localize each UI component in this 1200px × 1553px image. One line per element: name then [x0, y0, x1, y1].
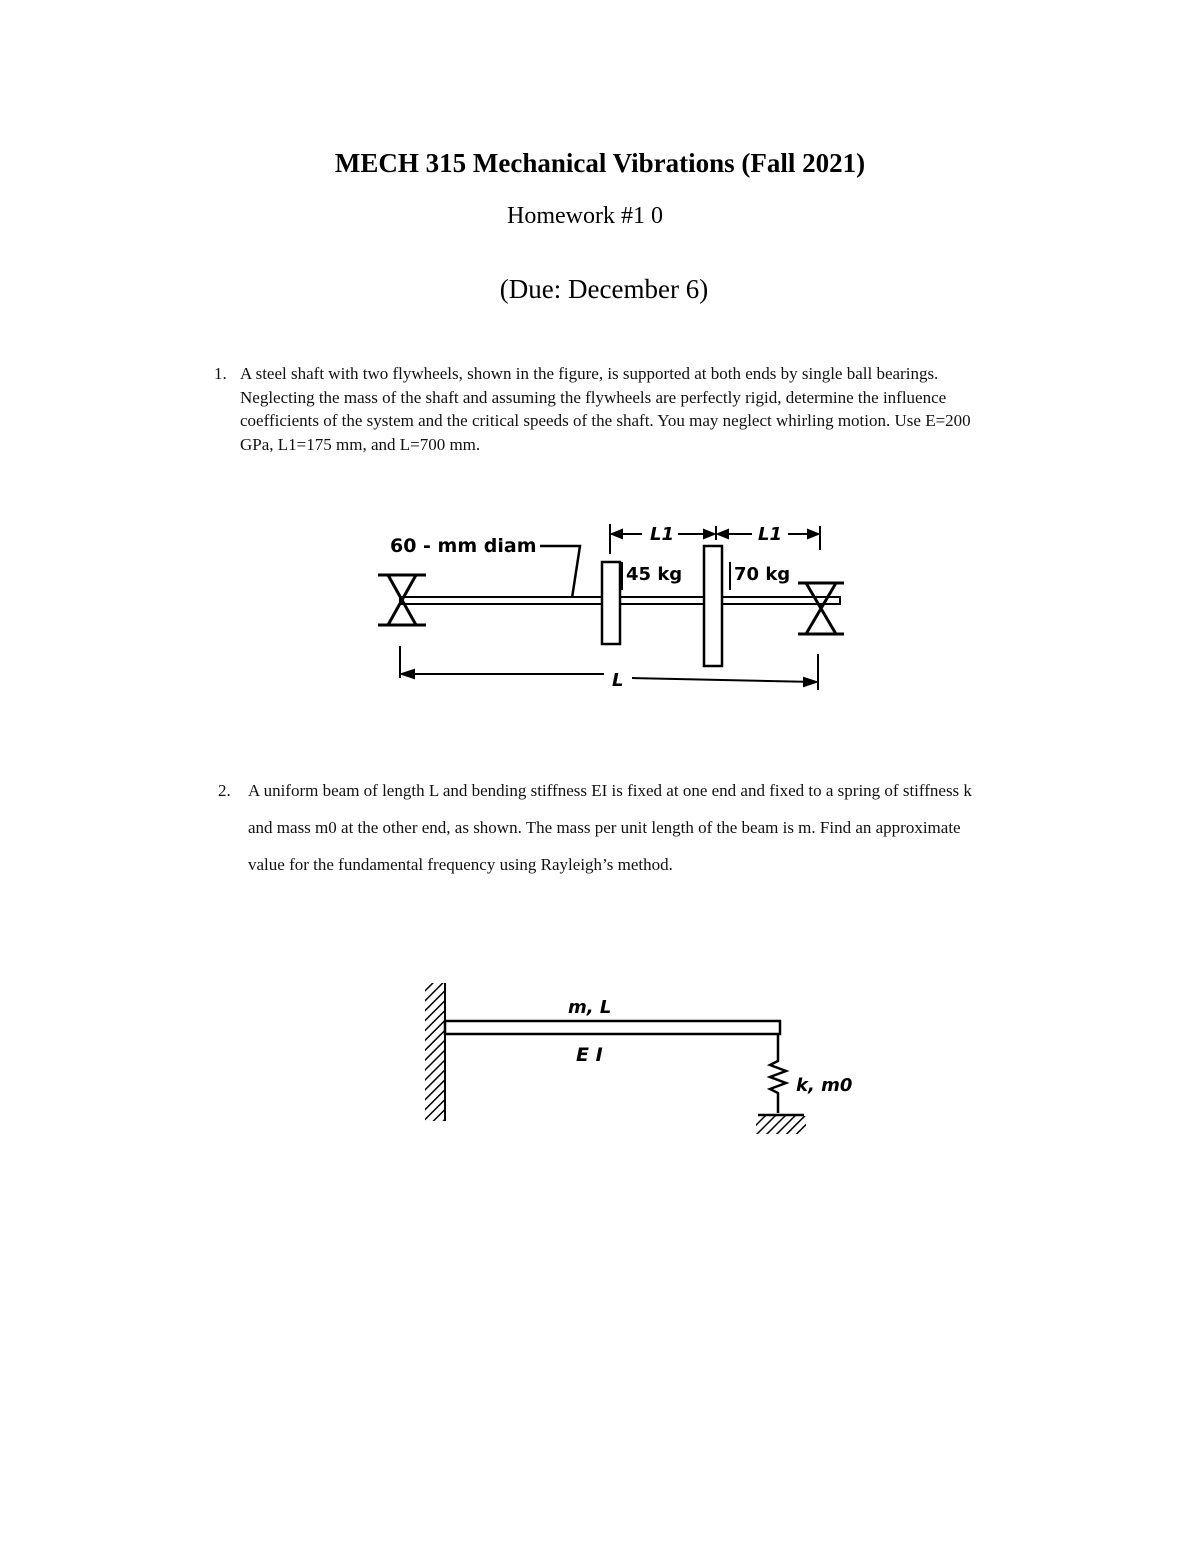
diameter-leader-line: [540, 546, 580, 598]
l-label: L: [612, 670, 624, 691]
problem-2-number: 2.: [218, 781, 231, 800]
beam-label-top: m, L: [568, 997, 612, 1018]
spring-label: k, m0: [796, 1075, 853, 1096]
shaft-flywheel-figure: [360, 510, 860, 700]
flywheel-70kg: [704, 546, 722, 666]
beam: [445, 1021, 780, 1034]
flywheel-45kg: [602, 562, 620, 644]
problem-2-text: A uniform beam of length L and bending stiffness EI is fixed at one end and fixed to a spring of stiffness k and mass m0 at the other end, as shown. The mass per unit length of the beam is m. Find an approximate value for the fundamental frequency using Rayleigh’s method.: [248, 781, 972, 874]
shaft-diameter-label: 60 - mm diam: [390, 535, 537, 557]
problem-1-number: 1.: [214, 364, 227, 383]
page-title: MECH 315 Mechanical Vibrations (Fall 2021): [334, 148, 866, 178]
flywheel-1-mass-label: 45 kg: [626, 564, 683, 585]
homework-number: Homework #1 0: [507, 203, 663, 229]
l-dimension: [400, 646, 818, 690]
right-bearing: [798, 583, 844, 634]
fixed-wall: [425, 983, 445, 1121]
problem-1-text: A steel shaft with two flywheels, shown in the figure, is supported at both ends by single ball bearings. Neglecting the mass of the shaft and assuming the flywheels are perfectly rigid, determine the influence coefficients of the system and the critical speeds of the shaft. You may neglect whirling motion. Use E=200 GPa, L1=175 mm, and L=700 mm.: [240, 364, 971, 454]
beam-label-bottom: E I: [576, 1044, 603, 1066]
due-date: (Due: December 6): [499, 274, 709, 304]
beam-spring-figure: [420, 975, 870, 1150]
l1-label-left: L1: [650, 524, 674, 545]
l1-label-right: L1: [758, 524, 782, 545]
problem-2: [218, 772, 998, 883]
flywheel-2-mass-label: 70 kg: [734, 564, 791, 585]
problem-1: [214, 362, 974, 456]
spring: [770, 1034, 786, 1113]
ground-hatch: [756, 1116, 806, 1134]
